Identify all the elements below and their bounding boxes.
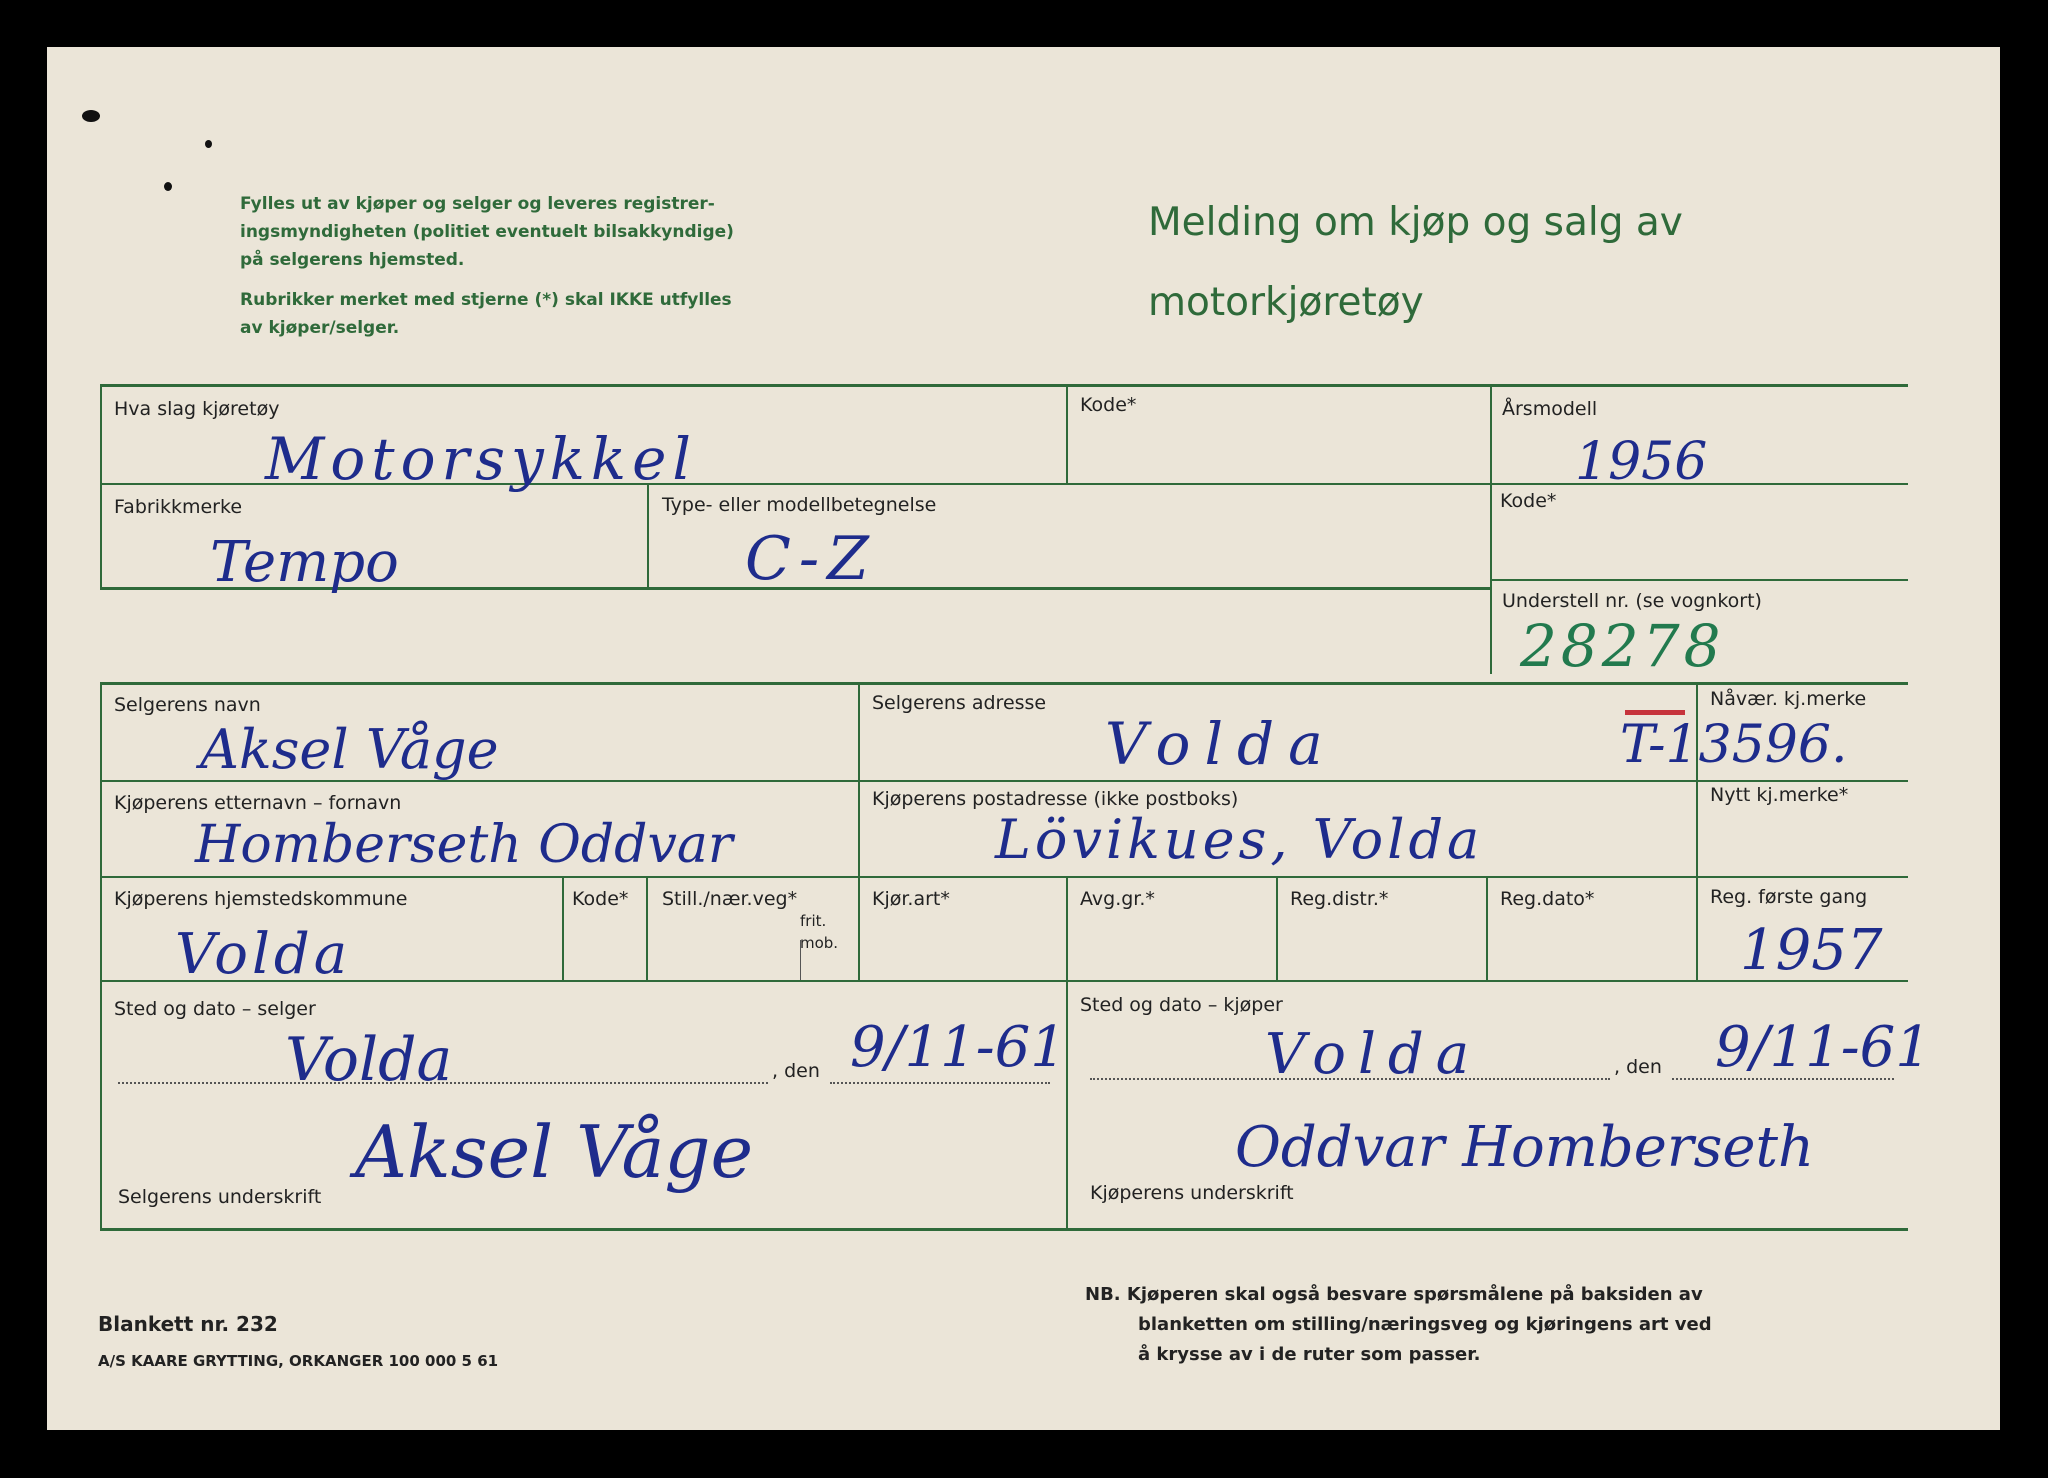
first-reg-label: Reg. første gang (1710, 886, 1868, 908)
buyer-municipality-value: Volda (175, 922, 352, 987)
ink-speck (82, 110, 100, 122)
chassis-value: 28278 (1520, 612, 1725, 680)
seller-signature: Aksel Våge (355, 1110, 754, 1194)
rule (100, 384, 1908, 387)
rule (1066, 384, 1068, 484)
current-plate-value: T-13596. (1620, 715, 1848, 775)
rule (646, 876, 648, 982)
den-label: , den (772, 1060, 820, 1082)
model-value: C-Z (745, 524, 877, 594)
rule (647, 483, 649, 589)
instructions-line: Rubrikker merket med stjerne (*) skal IKKE utfylles (240, 290, 732, 310)
instructions-block (240, 190, 840, 342)
nb-note (1085, 1280, 1765, 1370)
buyer-address-label: Kjøperens postadresse (ikke postboks) (872, 788, 1239, 810)
position-label: Still./nær.veg* (662, 888, 798, 910)
chassis-label: Understell nr. (se vognkort) (1502, 590, 1762, 612)
code-label: Kode* (1080, 394, 1137, 416)
make-value: Tempo (210, 530, 399, 595)
form-title-line2: motorkjøretøy (1148, 280, 1424, 325)
instructions-line: av kjøper/selger. (240, 318, 400, 338)
current-plate-label: Nåvær. kj.merke (1710, 688, 1867, 710)
tax-group-label: Avg.gr.* (1080, 888, 1155, 910)
vehicle-type-label: Hva slag kjøretøy (114, 398, 280, 420)
seller-address-value: Volda (1105, 710, 1337, 778)
seller-date-line (830, 1082, 1050, 1084)
vehicle-type-value: Motorsykkel (265, 425, 697, 493)
buyer-signature: Oddvar Homberseth (1235, 1115, 1815, 1180)
seller-name-value: Aksel Våge (200, 718, 499, 781)
buyer-signature-label: Kjøperens underskrift (1090, 1182, 1294, 1204)
rule (100, 980, 1908, 982)
mob-label: mob. (800, 934, 839, 952)
red-ink-mark (1625, 710, 1685, 715)
seller-address-label: Selgerens adresse (872, 692, 1047, 714)
rule (100, 384, 102, 590)
new-plate-label: Nytt kj.merke* (1710, 784, 1849, 806)
model-label: Type- eller modellbetegnelse (662, 494, 937, 516)
instructions-line: ingsmyndigheten (politiet eventuelt bilsakkyndige) (240, 222, 734, 242)
frit-label: frit. (800, 912, 827, 930)
form-number: Blankett nr. 232 (98, 1312, 278, 1336)
buyer-name-label: Kjøperens etternavn – fornavn (114, 792, 402, 814)
make-label: Fabrikkmerke (114, 496, 243, 518)
ink-speck (205, 140, 212, 148)
rule (100, 682, 1908, 685)
nb-line: NB. Kjøperen skal også besvare spørsmålene på baksiden av (1085, 1284, 1703, 1305)
buyer-name-value: Homberseth Oddvar (195, 815, 733, 875)
rule (1486, 876, 1488, 982)
seller-name-label: Selgerens navn (114, 694, 261, 716)
rule (562, 876, 564, 982)
form-title-line1: Melding om kjøp og salg av (1148, 200, 1683, 245)
buyer-date-value: 9/11-61 (1715, 1015, 1931, 1080)
seller-signature-label: Selgerens underskrift (118, 1186, 322, 1208)
den-label: , den (1614, 1056, 1662, 1078)
rule (1490, 384, 1492, 674)
buyer-place-value: Volda (1265, 1022, 1482, 1087)
rule (1276, 876, 1278, 982)
vehicle-kind-label: Kjør.art* (872, 888, 950, 910)
year-model-label: Årsmodell (1502, 398, 1598, 420)
nb-line: blanketten om stilling/næringsveg og kjøringens art ved (1138, 1314, 1712, 1335)
seller-place-date-label: Sted og dato – selger (114, 998, 316, 1020)
nb-line: å krysse av i de ruter som passer. (1138, 1344, 1481, 1365)
buyer-municipality-label: Kjøperens hjemstedskommune (114, 888, 408, 910)
year-model-value: 1956 (1575, 432, 1708, 492)
reg-district-label: Reg.distr.* (1290, 888, 1389, 910)
printer-credit: A/S KAARE GRYTTING, ORKANGER 100 000 5 61 (98, 1352, 499, 1370)
rule (1490, 579, 1908, 581)
instructions-line: på selgerens hjemsted. (240, 250, 465, 270)
seller-date-value: 9/11-61 (850, 1015, 1066, 1080)
seller-place-value: Volda (285, 1025, 453, 1095)
code-label: Kode* (572, 888, 629, 910)
instructions-line: Fylles ut av kjøper og selger og leveres registrer- (240, 194, 715, 214)
reg-date-label: Reg.dato* (1500, 888, 1595, 910)
first-reg-value: 1957 (1740, 918, 1883, 983)
rule (100, 682, 102, 1230)
code-label: Kode* (1500, 490, 1557, 512)
rule (100, 876, 1908, 878)
ink-speck (164, 182, 172, 191)
rule (858, 682, 860, 982)
buyer-address-value: Lövikues, Volda (995, 808, 1484, 871)
rule (1066, 876, 1068, 1228)
buyer-place-date-label: Sted og dato – kjøper (1080, 994, 1283, 1016)
rule (100, 1228, 1908, 1231)
